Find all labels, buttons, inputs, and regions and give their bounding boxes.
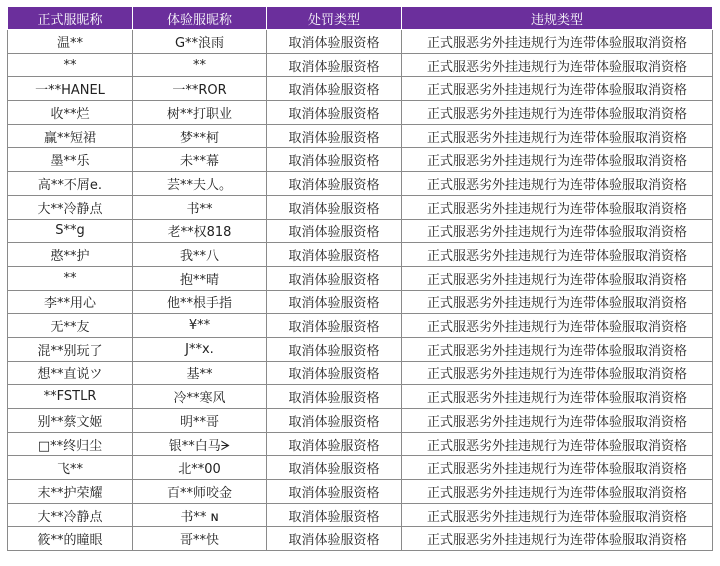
test-nickname-cell: 基** <box>133 361 267 385</box>
table-row <box>8 480 713 504</box>
table-row <box>8 124 713 148</box>
violation-type-cell: 正式服恶劣外挂违规行为连带体验服取消资格 <box>402 172 713 196</box>
test-nickname-cell: 未**幕 <box>133 148 267 172</box>
official-nickname-cell: ** <box>8 53 133 77</box>
penalty-type-cell: 取消体验服资格 <box>267 172 402 196</box>
official-nickname-cell: 墨**乐 <box>8 148 133 172</box>
official-nickname-cell: 筱**的瞳眼 <box>8 527 133 551</box>
official-nickname-cell: □**终归尘 <box>8 432 133 456</box>
official-nickname-cell: 飞** <box>8 456 133 480</box>
test-nickname-cell: 百**师咬金 <box>133 480 267 504</box>
penalty-type-cell: 取消体验服资格 <box>267 290 402 314</box>
test-nickname-cell: 银**白马ᗒ <box>133 432 267 456</box>
table-row <box>8 385 713 409</box>
penalty-type-cell: 取消体验服资格 <box>267 337 402 361</box>
test-nickname-cell: ** <box>133 53 267 77</box>
header-penalty-type: 处罚类型 <box>267 7 402 30</box>
official-nickname-cell: 温** <box>8 30 133 54</box>
official-nickname-cell: **FSTLR <box>8 385 133 409</box>
official-nickname-cell: 末**护荣耀 <box>8 480 133 504</box>
test-nickname-cell: 明**哥 <box>133 409 267 433</box>
penalty-type-cell: 取消体验服资格 <box>267 243 402 267</box>
penalty-type-cell: 取消体验服资格 <box>267 77 402 101</box>
violation-type-cell: 正式服恶劣外挂违规行为连带体验服取消资格 <box>402 243 713 267</box>
official-nickname-cell: ** <box>8 266 133 290</box>
penalty-table <box>7 6 713 551</box>
penalty-type-cell: 取消体验服资格 <box>267 219 402 243</box>
violation-type-cell: 正式服恶劣外挂违规行为连带体验服取消资格 <box>402 124 713 148</box>
table-row <box>8 195 713 219</box>
header-row <box>8 7 713 30</box>
violation-type-cell: 正式服恶劣外挂违规行为连带体验服取消资格 <box>402 527 713 551</box>
test-nickname-cell: 我**八 <box>133 243 267 267</box>
official-nickname-cell: 大**冷静点 <box>8 195 133 219</box>
table-row <box>8 290 713 314</box>
test-nickname-cell: 冷**寒风 <box>133 385 267 409</box>
test-nickname-cell: 梦**柯 <box>133 124 267 148</box>
test-nickname-cell: 他**根手指 <box>133 290 267 314</box>
test-nickname-cell: 一**ROR <box>133 77 267 101</box>
table-row <box>8 101 713 125</box>
violation-type-cell: 正式服恶劣外挂违规行为连带体验服取消资格 <box>402 30 713 54</box>
official-nickname-cell: 想**直说ツ <box>8 361 133 385</box>
test-nickname-cell: 抱**晴 <box>133 266 267 290</box>
penalty-type-cell: 取消体验服资格 <box>267 266 402 290</box>
violation-type-cell: 正式服恶劣外挂违规行为连带体验服取消资格 <box>402 266 713 290</box>
penalty-type-cell: 取消体验服资格 <box>267 385 402 409</box>
violation-type-cell: 正式服恶劣外挂违规行为连带体验服取消资格 <box>402 195 713 219</box>
official-nickname-cell: 别**蔡文姬 <box>8 409 133 433</box>
test-nickname-cell: ¥** <box>133 314 267 338</box>
violation-type-cell: 正式服恶劣外挂违规行为连带体验服取消资格 <box>402 53 713 77</box>
table-row <box>8 266 713 290</box>
violation-type-cell: 正式服恶劣外挂违规行为连带体验服取消资格 <box>402 409 713 433</box>
table-row <box>8 148 713 172</box>
table-row <box>8 77 713 101</box>
violation-type-cell: 正式服恶劣外挂违规行为连带体验服取消资格 <box>402 456 713 480</box>
table-row <box>8 314 713 338</box>
violation-type-cell: 正式服恶劣外挂违规行为连带体验服取消资格 <box>402 503 713 527</box>
table-row <box>8 361 713 385</box>
table-row <box>8 527 713 551</box>
header-violation-type: 违规类型 <box>402 7 713 30</box>
violation-type-cell: 正式服恶劣外挂违规行为连带体验服取消资格 <box>402 77 713 101</box>
test-nickname-cell: 书** <box>133 195 267 219</box>
official-nickname-cell: 无**友 <box>8 314 133 338</box>
table-row <box>8 456 713 480</box>
table-body <box>8 30 713 551</box>
test-nickname-cell: 树**打职业 <box>133 101 267 125</box>
official-nickname-cell: 一**HANEL <box>8 77 133 101</box>
official-nickname-cell: 赢**短裙 <box>8 124 133 148</box>
test-nickname-cell: 老**权818 <box>133 219 267 243</box>
violation-type-cell: 正式服恶劣外挂违规行为连带体验服取消资格 <box>402 432 713 456</box>
penalty-type-cell: 取消体验服资格 <box>267 124 402 148</box>
penalty-type-cell: 取消体验服资格 <box>267 480 402 504</box>
table-row <box>8 53 713 77</box>
penalty-type-cell: 取消体验服资格 <box>267 53 402 77</box>
penalty-type-cell: 取消体验服资格 <box>267 314 402 338</box>
official-nickname-cell: 高**不屑e. <box>8 172 133 196</box>
test-nickname-cell: 芸**夫人。 <box>133 172 267 196</box>
header-test-nickname: 体验服昵称 <box>133 7 267 30</box>
violation-type-cell: 正式服恶劣外挂违规行为连带体验服取消资格 <box>402 480 713 504</box>
test-nickname-cell: 书** ɴ <box>133 503 267 527</box>
violation-type-cell: 正式服恶劣外挂违规行为连带体验服取消资格 <box>402 148 713 172</box>
test-nickname-cell: 北**00 <box>133 456 267 480</box>
penalty-type-cell: 取消体验服资格 <box>267 409 402 433</box>
table-row <box>8 432 713 456</box>
official-nickname-cell: 混**别玩了 <box>8 337 133 361</box>
test-nickname-cell: G**浪雨 <box>133 30 267 54</box>
penalty-type-cell: 取消体验服资格 <box>267 432 402 456</box>
penalty-type-cell: 取消体验服资格 <box>267 456 402 480</box>
penalty-type-cell: 取消体验服资格 <box>267 503 402 527</box>
violation-type-cell: 正式服恶劣外挂违规行为连带体验服取消资格 <box>402 385 713 409</box>
official-nickname-cell: 收**烂 <box>8 101 133 125</box>
violation-type-cell: 正式服恶劣外挂违规行为连带体验服取消资格 <box>402 337 713 361</box>
penalty-type-cell: 取消体验服资格 <box>267 30 402 54</box>
official-nickname-cell: 大**冷静点 <box>8 503 133 527</box>
test-nickname-cell: 哥**快 <box>133 527 267 551</box>
violation-type-cell: 正式服恶劣外挂违规行为连带体验服取消资格 <box>402 314 713 338</box>
violation-type-cell: 正式服恶劣外挂违规行为连带体验服取消资格 <box>402 290 713 314</box>
table-row <box>8 503 713 527</box>
penalty-type-cell: 取消体验服资格 <box>267 101 402 125</box>
penalty-type-cell: 取消体验服资格 <box>267 195 402 219</box>
penalty-type-cell: 取消体验服资格 <box>267 527 402 551</box>
test-nickname-cell: J**x. <box>133 337 267 361</box>
table-row <box>8 172 713 196</box>
penalty-type-cell: 取消体验服资格 <box>267 148 402 172</box>
table-row <box>8 30 713 54</box>
violation-type-cell: 正式服恶劣外挂违规行为连带体验服取消资格 <box>402 101 713 125</box>
official-nickname-cell: S**g <box>8 219 133 243</box>
table-row <box>8 219 713 243</box>
official-nickname-cell: 憨**护 <box>8 243 133 267</box>
violation-type-cell: 正式服恶劣外挂违规行为连带体验服取消资格 <box>402 219 713 243</box>
penalty-type-cell: 取消体验服资格 <box>267 361 402 385</box>
official-nickname-cell: 李**用心 <box>8 290 133 314</box>
table-row <box>8 337 713 361</box>
violation-type-cell: 正式服恶劣外挂违规行为连带体验服取消资格 <box>402 361 713 385</box>
table-row <box>8 243 713 267</box>
header-official-nickname: 正式服昵称 <box>8 7 133 30</box>
table-row <box>8 409 713 433</box>
